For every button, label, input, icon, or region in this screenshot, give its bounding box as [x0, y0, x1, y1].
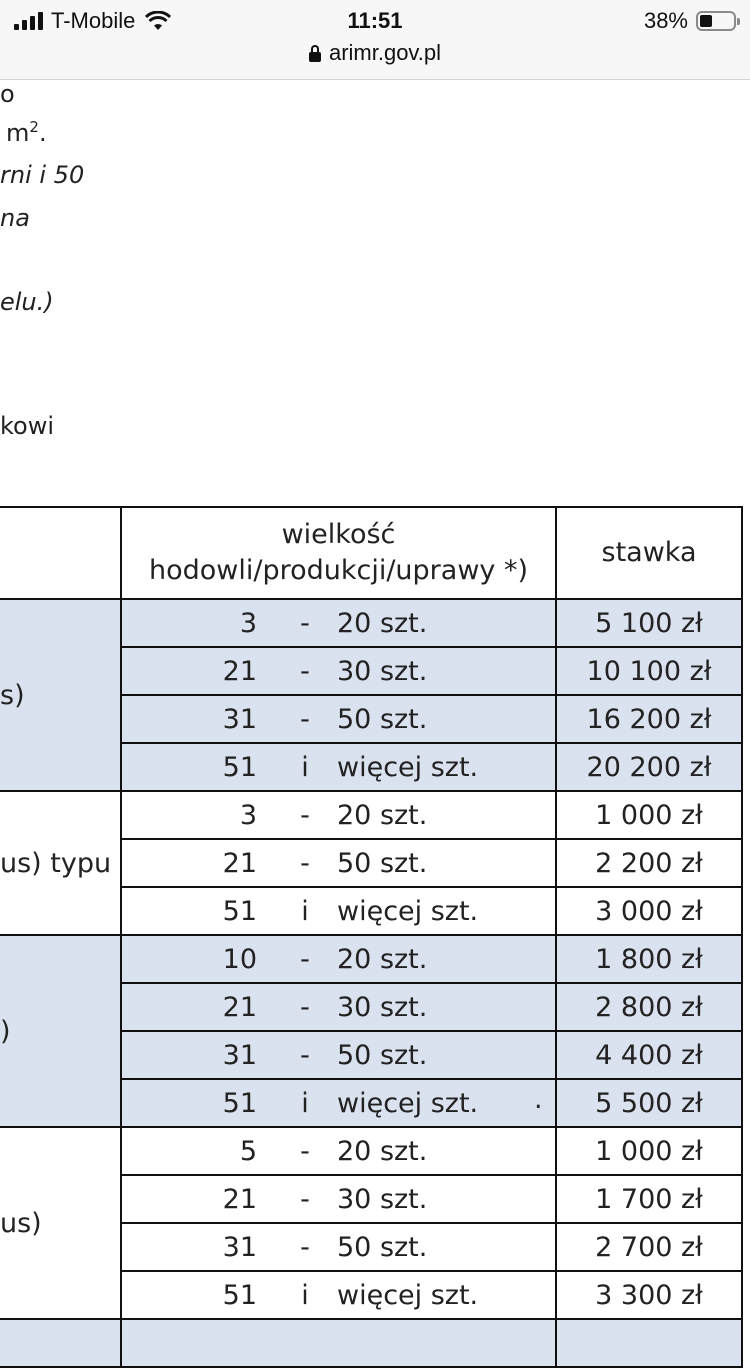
size-to: 50 szt.: [337, 1232, 428, 1263]
text-fragment: $m^2$.: [6, 118, 47, 147]
size-cell: [121, 1271, 556, 1319]
table-row: [0, 935, 742, 983]
stray-dot: .: [534, 1084, 543, 1115]
empty-cell: [0, 1319, 121, 1367]
size-to: 20 szt.: [337, 800, 428, 831]
size-cell: [121, 743, 556, 791]
table-row: [0, 1319, 742, 1367]
table-body: [0, 599, 742, 1367]
rate-cell: 3 000 zł: [556, 887, 742, 935]
rate-cell: 1 800 zł: [556, 935, 742, 983]
battery-icon: [696, 11, 736, 31]
size-to: więcej szt.: [337, 1088, 479, 1119]
size-separator: -: [300, 1040, 310, 1071]
rate-cell: 5 500 zł: [556, 1079, 742, 1127]
category-label-text: us) typu: [0, 847, 112, 879]
size-cell: [121, 887, 556, 935]
header-rate: stawka: [556, 507, 742, 599]
size-from: 31: [222, 704, 257, 735]
size-to: więcej szt.: [337, 1280, 479, 1311]
category-label: [0, 791, 121, 935]
header-category: [0, 507, 121, 599]
address-bar[interactable]: [0, 40, 750, 66]
size-to: 20 szt.: [337, 944, 428, 975]
size-from: 5: [239, 1136, 257, 1167]
battery-level: [700, 15, 712, 27]
size-separator: i: [301, 1280, 309, 1311]
size-cell: [121, 1079, 556, 1127]
rate-cell: 2 800 zł: [556, 983, 742, 1031]
size-cell: [121, 1223, 556, 1271]
size-from: 3: [239, 608, 257, 639]
clock: 11:51: [347, 8, 403, 33]
size-cell: [121, 935, 556, 983]
category-label-text: s): [0, 679, 25, 711]
table-header-row: [0, 507, 742, 599]
size-from: 31: [222, 1232, 257, 1263]
size-from: 51: [222, 1088, 257, 1119]
rate-cell: 16 200 zł: [556, 695, 742, 743]
size-to: więcej szt.: [337, 752, 479, 783]
status-right: [644, 8, 736, 34]
size-separator: i: [301, 896, 309, 927]
size-separator: -: [300, 608, 310, 639]
size-from: 3: [239, 800, 257, 831]
size-separator: -: [300, 704, 310, 735]
size-cell: [121, 695, 556, 743]
rate-cell: 1 000 zł: [556, 1127, 742, 1175]
size-cell: [121, 839, 556, 887]
text-fragment: elu.): [0, 288, 54, 316]
size-from: 51: [222, 752, 257, 783]
size-cell: [121, 791, 556, 839]
url-text: arimr.gov.pl: [328, 40, 442, 65]
size-to: 20 szt.: [337, 1136, 428, 1167]
rate-cell: 5 100 zł: [556, 599, 742, 647]
carrier-name: T-Mobile: [51, 8, 136, 33]
empty-cell: [121, 1319, 556, 1367]
rate-cell: 2 700 zł: [556, 1223, 742, 1271]
category-label-text: us): [0, 1207, 42, 1239]
size-from: 21: [222, 992, 257, 1023]
status-bar: [0, 0, 750, 80]
size-from: 51: [222, 896, 257, 927]
rate-cell: 3 300 zł: [556, 1271, 742, 1319]
size-from: 21: [222, 656, 257, 687]
size-to: 50 szt.: [337, 704, 428, 735]
category-label: [0, 599, 121, 791]
size-cell: [121, 1175, 556, 1223]
size-to: 50 szt.: [337, 1040, 428, 1071]
battery-percent: 38%: [643, 8, 688, 33]
text-fragment: o: [0, 80, 15, 108]
text-fragment: na: [0, 204, 30, 232]
size-separator: -: [300, 848, 310, 879]
size-separator: -: [300, 800, 310, 831]
header-size: wielkość hodowli/produkcji/uprawy *): [121, 507, 556, 599]
table-row: [0, 1127, 742, 1175]
size-separator: -: [300, 1136, 310, 1167]
size-to: 30 szt.: [337, 992, 428, 1023]
size-from: 51: [222, 1280, 257, 1311]
size-to: 20 szt.: [337, 608, 428, 639]
empty-cell: [556, 1319, 742, 1367]
rates-table: [0, 506, 743, 1368]
text-fragment: rni i 50: [0, 161, 85, 189]
size-to: 30 szt.: [337, 1184, 428, 1215]
size-from: 21: [222, 1184, 257, 1215]
rate-cell: 2 200 zł: [556, 839, 742, 887]
size-separator: -: [300, 1184, 310, 1215]
category-label: [0, 1127, 121, 1319]
size-cell: [121, 647, 556, 695]
rate-cell: 20 200 zł: [556, 743, 742, 791]
size-separator: -: [300, 944, 310, 975]
size-separator: -: [300, 656, 310, 687]
size-from: 31: [222, 1040, 257, 1071]
size-separator: i: [301, 752, 309, 783]
size-from: 21: [222, 848, 257, 879]
size-from: 10: [222, 944, 257, 975]
size-to: 30 szt.: [337, 656, 428, 687]
size-separator: -: [300, 992, 310, 1023]
rate-cell: 1 700 zł: [556, 1175, 742, 1223]
size-to: 50 szt.: [337, 848, 428, 879]
size-cell: [121, 1127, 556, 1175]
rate-cell: 4 400 zł: [556, 1031, 742, 1079]
rate-cell: 1 000 zł: [556, 791, 742, 839]
size-cell: [121, 599, 556, 647]
size-separator: -: [300, 1232, 310, 1263]
category-label: [0, 935, 121, 1127]
table-row: [0, 791, 742, 839]
rate-cell: 10 100 zł: [556, 647, 742, 695]
text-fragment: kowi: [0, 412, 55, 440]
size-cell: [121, 983, 556, 1031]
size-separator: i: [301, 1088, 309, 1119]
table-row: [0, 599, 742, 647]
size-to: więcej szt.: [337, 896, 479, 927]
lock-icon: [309, 52, 321, 62]
size-cell: [121, 1031, 556, 1079]
category-label-text: ): [0, 1015, 11, 1047]
